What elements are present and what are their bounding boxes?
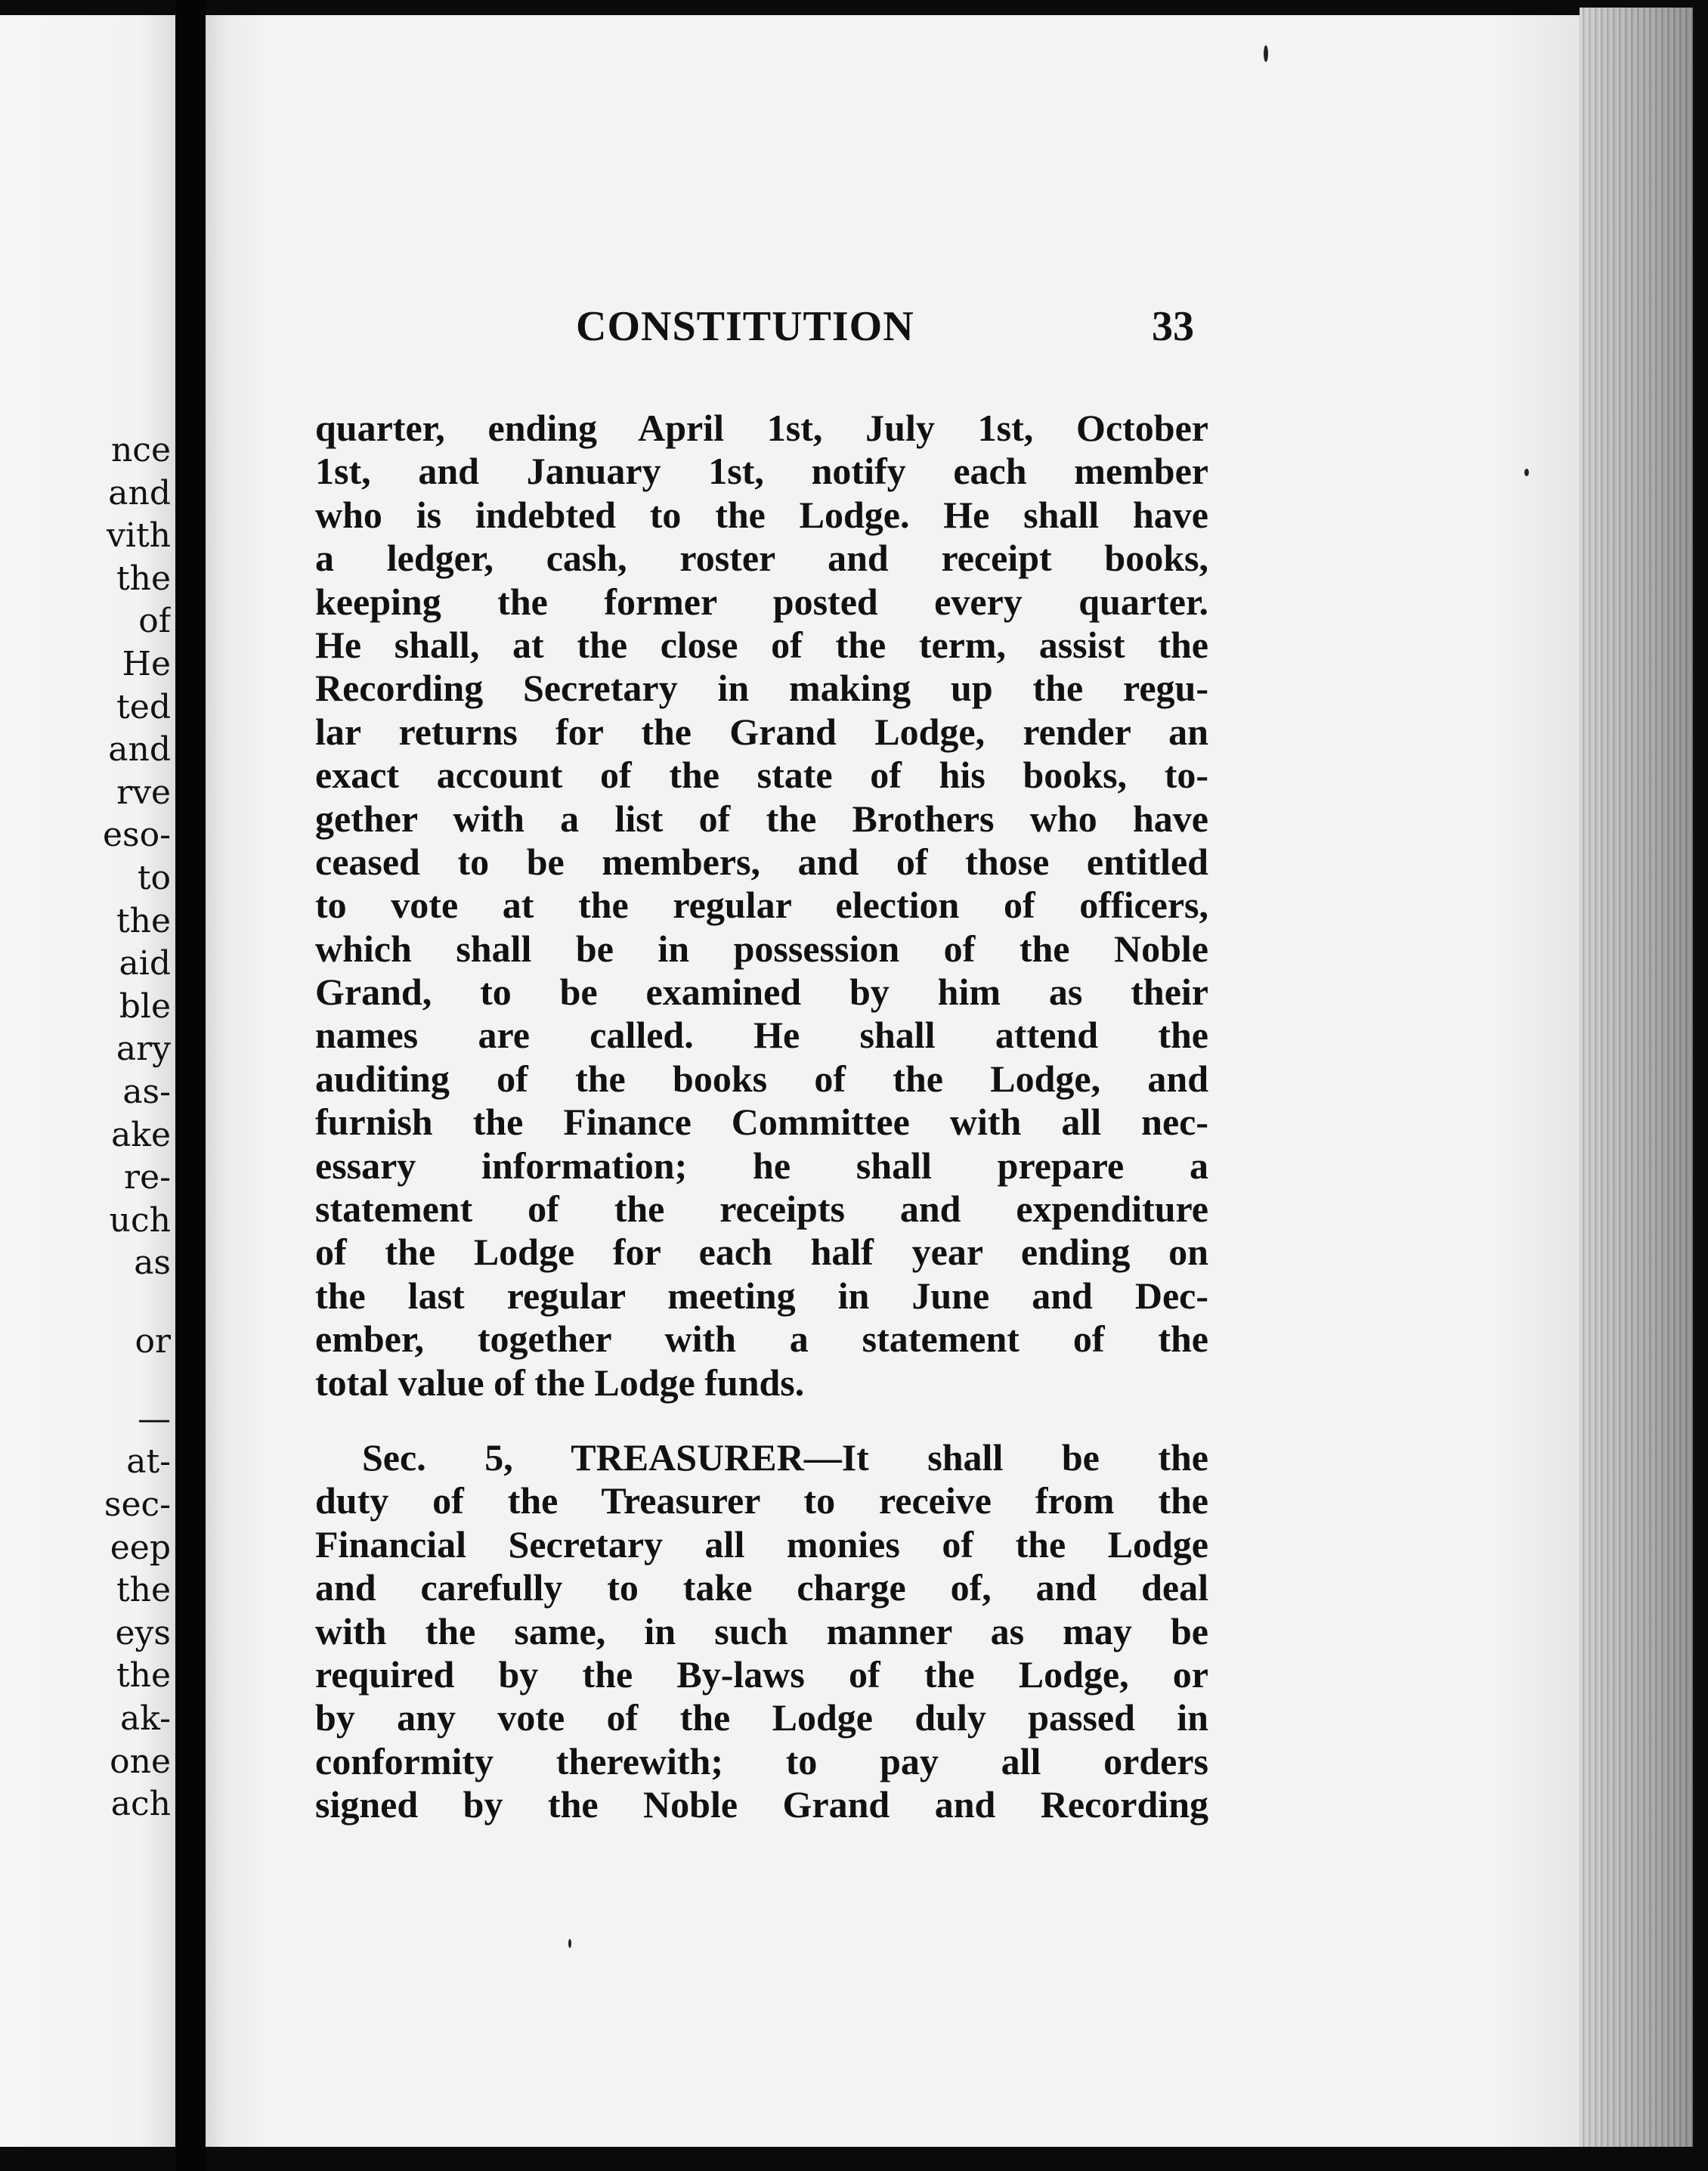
left-line: or <box>135 1321 171 1361</box>
left-line: He <box>122 644 171 683</box>
left-line: to <box>137 858 171 897</box>
left-line: rve <box>116 773 171 812</box>
scan-speck <box>1264 45 1268 62</box>
text-line: lar returns for the Grand Lodge, render an <box>315 710 1208 753</box>
text-line: furnish the Finance Committee with all nec- <box>315 1101 1208 1144</box>
left-line: ary <box>116 1030 171 1069</box>
left-line: at- <box>126 1442 171 1482</box>
left-line: and <box>108 473 171 513</box>
text-line: signed by the Noble Grand and Recording <box>315 1783 1208 1826</box>
text-line: duty of the Treasurer to receive from the <box>315 1479 1208 1522</box>
right-page <box>206 15 1595 2147</box>
page-block-edges <box>1580 8 1693 2147</box>
text-line: auditing of the books of the Lodge, and <box>315 1057 1208 1100</box>
text-line: Financial Secretary all monies of the Lodge <box>315 1522 1208 1566</box>
left-line: sec- <box>104 1485 171 1525</box>
left-line: re- <box>124 1158 171 1197</box>
text-line: ember, together with a statement of the <box>315 1318 1208 1361</box>
left-line: eep <box>110 1528 171 1567</box>
page-number: 33 <box>1152 303 1194 350</box>
left-line: the <box>116 901 171 940</box>
left-line: eso- <box>103 816 171 855</box>
page-title: CONSTITUTION <box>576 303 914 350</box>
body-text <box>315 407 1208 1827</box>
text-line: 1st, and January 1st, notify each member <box>315 450 1208 493</box>
left-line: eys <box>115 1613 171 1652</box>
text-line: the last regular meeting in June and Dec- <box>315 1274 1208 1317</box>
text-line: conformity therewith; to pay all orders <box>315 1739 1208 1782</box>
text-line: by any vote of the Lodge duly passed in <box>315 1696 1208 1739</box>
text-line: Grand, to be examined by him as their <box>315 971 1208 1014</box>
scan-speck <box>1524 469 1529 476</box>
left-line: the <box>116 1656 171 1696</box>
text-line: required by the By-laws of the Lodge, or <box>315 1652 1208 1696</box>
text-line: total value of the Lodge funds. <box>315 1361 805 1404</box>
left-line: aid <box>119 944 171 983</box>
left-line: nce <box>110 431 171 469</box>
text-line: quarter, ending April 1st, July 1st, October <box>315 407 1208 449</box>
left-line: the <box>116 1571 171 1610</box>
left-line: — <box>138 1399 171 1439</box>
text-line: who is indebted to the Lodge. He shall have <box>315 493 1208 536</box>
text-line: exact account of the state of his books, to- <box>315 754 1208 797</box>
left-page-text-fragments <box>0 429 171 1826</box>
left-line: ach <box>110 1785 171 1824</box>
scan-speck <box>568 1939 571 1948</box>
book-gutter <box>175 0 206 2171</box>
running-head <box>206 302 1595 363</box>
text-line: to vote at the regular election of officers, <box>315 884 1208 927</box>
text-line: He shall, at the close of the term, assist the <box>315 623 1208 666</box>
page-edge-shading <box>1580 8 1693 2147</box>
left-line: and <box>108 730 171 770</box>
text-line: names are called. He shall attend the <box>315 1014 1208 1057</box>
left-line: ted <box>116 687 171 726</box>
text-line: statement of the receipts and expenditure <box>315 1188 1208 1231</box>
text-line: a ledger, cash, roster and receipt books, <box>315 537 1208 580</box>
left-line: uch <box>109 1200 171 1240</box>
left-line: of <box>138 602 171 641</box>
left-line: ak- <box>120 1699 171 1739</box>
text-line: keeping the former posted every quarter. <box>315 580 1208 623</box>
left-line: the <box>116 559 171 598</box>
left-line: as- <box>122 1072 171 1111</box>
text-line: which shall be in possession of the Noble <box>315 927 1208 970</box>
left-line: as <box>134 1243 171 1283</box>
text-line: essary information; he shall prepare a <box>315 1144 1208 1187</box>
text-line: and carefully to take charge of, and deal <box>315 1566 1208 1609</box>
text-line: gether with a list of the Brothers who have <box>315 797 1208 840</box>
left-line: ble <box>119 986 171 1026</box>
left-line: ake <box>111 1115 171 1154</box>
text-line: of the Lodge for each half year ending on <box>315 1231 1208 1274</box>
section-heading-line: Sec. 5, TREASURER—It shall be the <box>362 1435 1208 1479</box>
text-line: with the same, in such manner as may be <box>315 1609 1208 1652</box>
text-line: ceased to be members, and of those entitled <box>315 840 1208 883</box>
left-line: one <box>110 1742 171 1781</box>
text-line: Recording Secretary in making up the regu- <box>315 667 1208 710</box>
left-line: vith <box>107 516 171 556</box>
left-facing-page <box>0 15 175 2147</box>
